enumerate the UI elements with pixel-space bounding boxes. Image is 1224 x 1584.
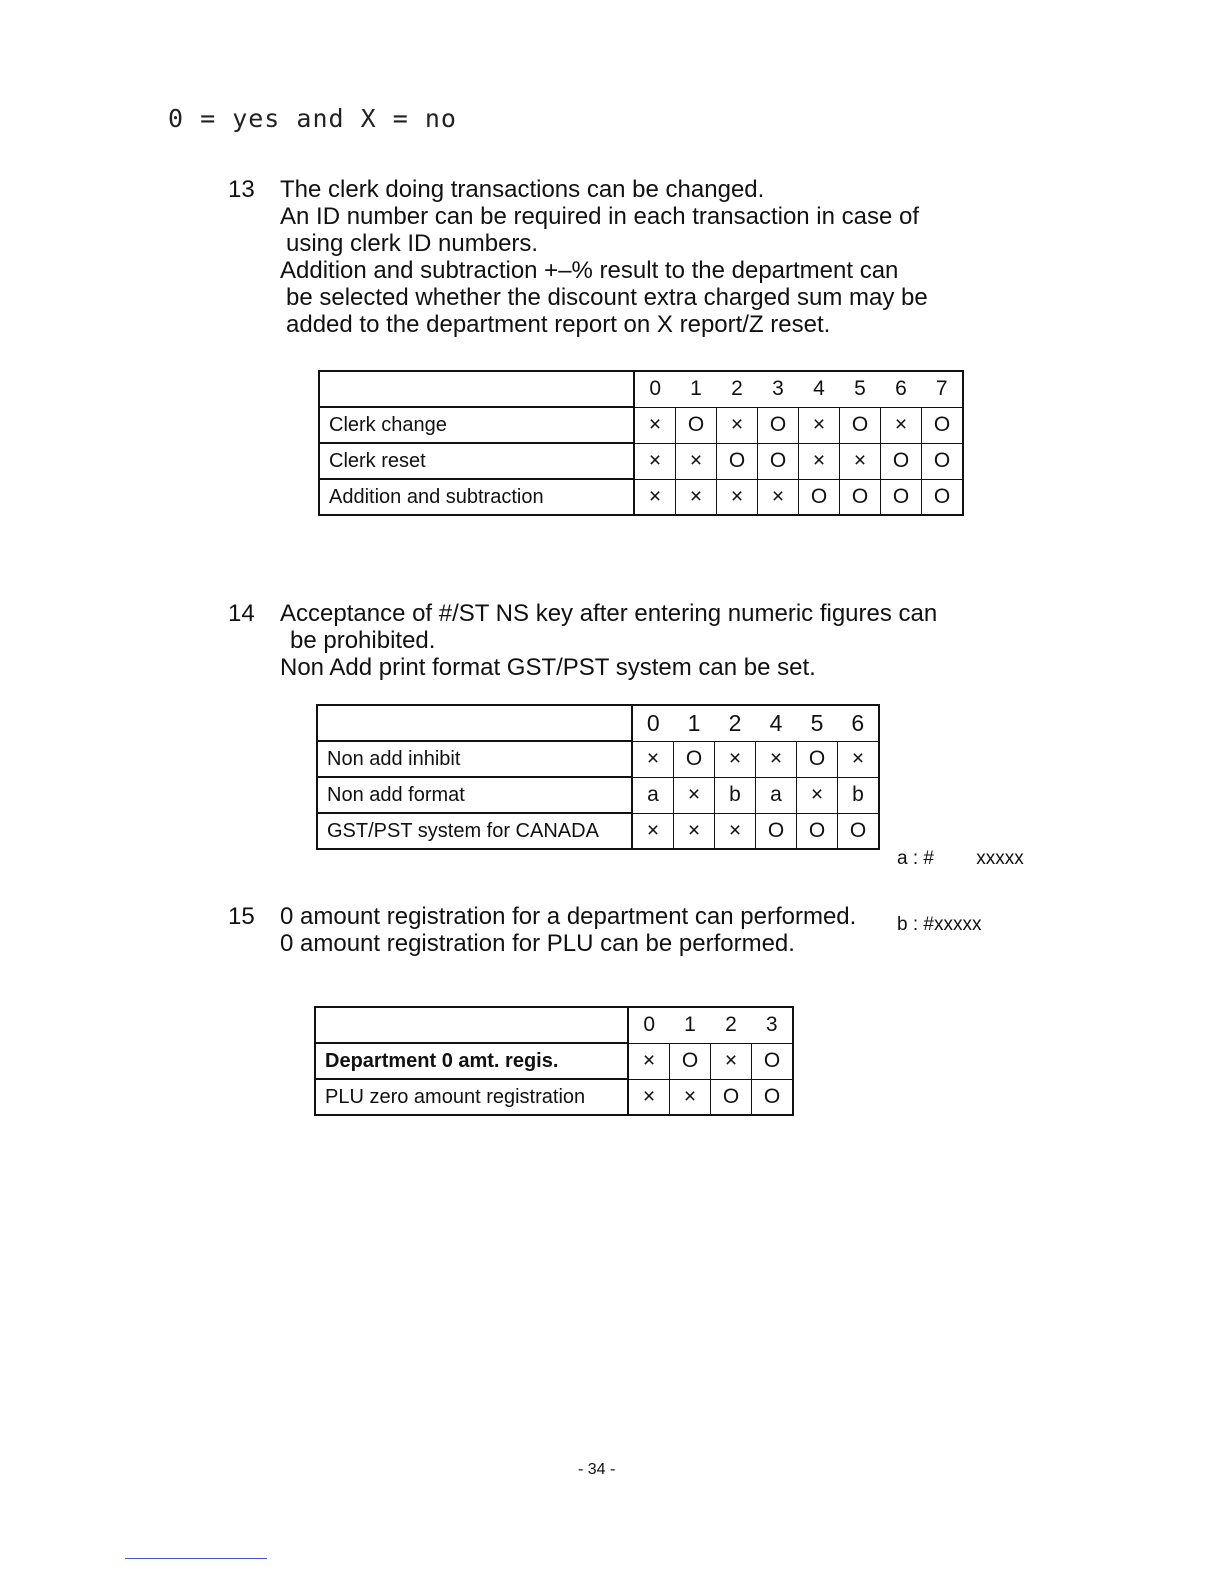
row-label: PLU zero amount registration xyxy=(315,1079,628,1115)
table-row xyxy=(319,407,963,443)
column-header: 4 xyxy=(799,371,840,407)
column-header: 0 xyxy=(632,705,674,741)
settings-table-15 xyxy=(314,1006,794,1116)
text-line: The clerk doing transactions can be changed. xyxy=(280,176,765,203)
text-line: added to the department report on X report/Z reset. xyxy=(286,311,831,338)
footer-rule xyxy=(125,1558,267,1559)
table-cell: × xyxy=(676,479,717,515)
section-number: 13 xyxy=(228,176,255,203)
settings-table-13 xyxy=(318,370,964,516)
table-cell: O xyxy=(670,1043,711,1079)
table-header-row xyxy=(317,705,879,741)
table-cell: × xyxy=(632,741,674,777)
text-line: using clerk ID numbers. xyxy=(286,230,539,257)
column-header: 1 xyxy=(674,705,715,741)
row-label: Non add inhibit xyxy=(317,741,632,777)
table-cell: O xyxy=(752,1043,794,1079)
format-note xyxy=(897,804,1024,958)
table-cell: O xyxy=(840,479,881,515)
text-line: Addition and subtraction +–% result to the department can xyxy=(280,257,899,284)
column-header: 2 xyxy=(717,371,758,407)
column-header: 6 xyxy=(881,371,922,407)
table-cell: b xyxy=(838,777,880,813)
format-note-a: a : # xxxxx xyxy=(897,848,1024,869)
table-cell: O xyxy=(922,479,964,515)
table-cell: O xyxy=(881,443,922,479)
text-line: 0 amount registration for a department can performed. xyxy=(280,903,857,930)
column-header: 4 xyxy=(756,705,797,741)
table-cell: O xyxy=(797,741,838,777)
table-cell: O xyxy=(797,813,838,849)
table-cell: × xyxy=(634,479,676,515)
table-cell: O xyxy=(717,443,758,479)
table-cell: × xyxy=(717,479,758,515)
column-header: 0 xyxy=(628,1007,670,1043)
table-cell: × xyxy=(799,407,840,443)
table-cell: × xyxy=(840,443,881,479)
table-cell: × xyxy=(628,1043,670,1079)
row-label: Clerk reset xyxy=(319,443,634,479)
column-header: 2 xyxy=(715,705,756,741)
table-cell: × xyxy=(838,741,880,777)
table-cell: × xyxy=(881,407,922,443)
table-cell: × xyxy=(711,1043,752,1079)
section-text xyxy=(280,903,856,957)
table-header-row xyxy=(315,1007,793,1043)
table-cell: × xyxy=(632,813,674,849)
table-cell: × xyxy=(670,1079,711,1115)
row-label: Non add format xyxy=(317,777,632,813)
table-cell: × xyxy=(715,813,756,849)
table-cell: O xyxy=(922,443,964,479)
row-label: Department 0 amt. regis. xyxy=(315,1043,628,1079)
format-note-b: b : #xxxxx xyxy=(897,914,982,935)
column-header: 7 xyxy=(922,371,964,407)
text-line: Non Add print format GST/PST system can be set. xyxy=(280,654,816,681)
table-header-row xyxy=(319,371,963,407)
table-corner xyxy=(315,1007,628,1043)
table-cell: O xyxy=(676,407,717,443)
table-cell: × xyxy=(715,741,756,777)
table-cell: a xyxy=(756,777,797,813)
table-cell: × xyxy=(717,407,758,443)
table-cell: × xyxy=(797,777,838,813)
table-corner xyxy=(319,371,634,407)
section-text xyxy=(280,600,937,681)
table-cell: O xyxy=(838,813,880,849)
text-line: An ID number can be required in each transaction in case of xyxy=(280,203,920,230)
table-cell: × xyxy=(628,1079,670,1115)
column-header: 1 xyxy=(670,1007,711,1043)
column-header: 2 xyxy=(711,1007,752,1043)
column-header: 3 xyxy=(758,371,799,407)
text-line: be prohibited. xyxy=(290,627,436,654)
table-cell: × xyxy=(674,777,715,813)
table-cell: × xyxy=(799,443,840,479)
table-row xyxy=(317,813,879,849)
table-cell: × xyxy=(758,479,799,515)
row-label: Addition and subtraction xyxy=(319,479,634,515)
table-cell: O xyxy=(922,407,964,443)
section-number: 14 xyxy=(228,600,255,627)
table-cell: O xyxy=(756,813,797,849)
table-cell: O xyxy=(881,479,922,515)
table-row xyxy=(315,1079,793,1115)
table-row xyxy=(319,479,963,515)
table-cell: a xyxy=(632,777,674,813)
table-cell: O xyxy=(840,407,881,443)
column-header: 5 xyxy=(840,371,881,407)
table-cell: × xyxy=(674,813,715,849)
table-cell: O xyxy=(674,741,715,777)
column-header: 0 xyxy=(634,371,676,407)
table-row xyxy=(315,1043,793,1079)
text-line: Acceptance of #/ST NS key after entering numeric figures can xyxy=(280,600,938,627)
table-cell: O xyxy=(799,479,840,515)
column-header: 1 xyxy=(676,371,717,407)
table-cell: × xyxy=(634,407,676,443)
text-line: be selected whether the discount extra charged sum may be xyxy=(286,284,928,311)
table-cell: × xyxy=(676,443,717,479)
row-label: GST/PST system for CANADA xyxy=(317,813,632,849)
table-corner xyxy=(317,705,632,741)
table-cell: O xyxy=(711,1079,752,1115)
row-label: Clerk change xyxy=(319,407,634,443)
table-cell: b xyxy=(715,777,756,813)
table-cell: × xyxy=(756,741,797,777)
section-text xyxy=(280,176,928,338)
table-cell: O xyxy=(758,443,799,479)
table-row xyxy=(317,777,879,813)
table-row xyxy=(319,443,963,479)
table-cell: O xyxy=(758,407,799,443)
section-number: 15 xyxy=(228,903,255,930)
table-cell: O xyxy=(752,1079,794,1115)
table-row xyxy=(317,741,879,777)
column-header: 3 xyxy=(752,1007,794,1043)
table-cell: × xyxy=(634,443,676,479)
legend: 0 = yes and X = no xyxy=(168,104,457,133)
settings-table-14 xyxy=(316,704,880,850)
text-line: 0 amount registration for PLU can be performed. xyxy=(280,930,795,957)
page-number: - 34 - xyxy=(578,1461,616,1478)
column-header: 6 xyxy=(838,705,880,741)
column-header: 5 xyxy=(797,705,838,741)
